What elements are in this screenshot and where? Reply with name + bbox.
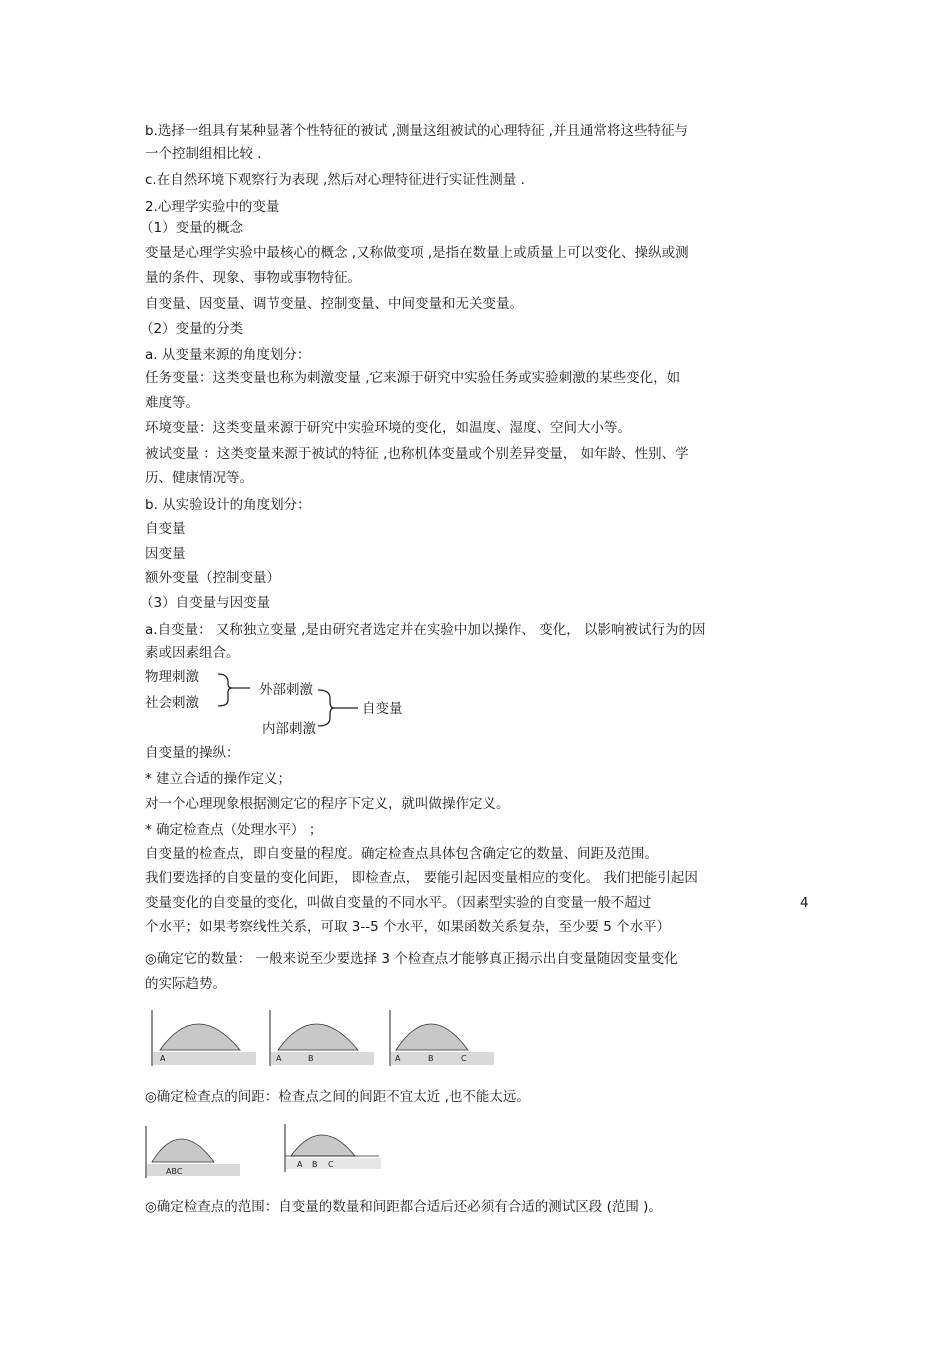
text-line: 任务变量：这类变量也称为刺激变量 ,它来源于研究中实验任务或实验刺激的某些变化，如: [145, 370, 681, 386]
text-line: 变量变化的自变量的变化，叫做自变量的不同水平。（因素型实验的自变量一般不超过: [145, 895, 652, 911]
text-line: 量的条件、现象、事物或事物特征。: [145, 270, 361, 286]
figure-label: A: [395, 1054, 401, 1063]
text-line: 历、健康情况等。: [145, 470, 253, 486]
text-line: ◎确定它的数量： 一般来说至少要选择 3 个检查点才能够真正揭示出自变量随因变量变化: [145, 951, 678, 967]
text-line: 我们要选择的自变量的变化间距， 即检查点， 要能引起因变量相应的变化。 我们把能引起因: [145, 870, 698, 886]
text-line: 对一个心理现象根据测定它的程序下定义，就叫做操作定义。: [145, 796, 510, 812]
text-line: b. 从实验设计的角度划分：: [145, 497, 311, 513]
text-line: 的实际趋势。: [145, 976, 226, 992]
text-line: * 确定检查点（处理水平） ；: [145, 822, 323, 838]
figure-label: A: [297, 1160, 303, 1169]
text-line: a.自变量： 又称独立变量 ,是由研究者选定并在实验中加以操作、 变化， 以影响被试行为的因: [145, 622, 706, 638]
curve-figure-4: [144, 1124, 240, 1180]
side-number: 4: [800, 895, 809, 911]
text-line: a. 从变量来源的角度划分：: [145, 347, 311, 363]
curve-figure-2: [268, 1008, 374, 1068]
section-heading: 2.心理学实验中的变量: [145, 199, 280, 215]
text-line: 难度等。: [145, 395, 199, 411]
figure-label: C: [461, 1054, 467, 1063]
curve-figure-1: [150, 1008, 256, 1068]
text-line: 变量是心理学实验中最核心的概念 ,又称做变项 ,是指在数量上或质量上可以变化、操纵或测: [145, 245, 689, 261]
text-line: 额外变量（控制变量）: [145, 570, 280, 586]
text-line: b.选择一组具有某种显著个性特征的被试 ,测量这组被试的心理特征 ,并且通常将这些特征与: [145, 123, 689, 139]
subsection-heading: （1）变量的概念: [140, 220, 244, 236]
diagram-independent-variable: 自变量: [362, 701, 403, 717]
text-line: 自变量的操纵：: [145, 745, 240, 761]
text-line: 环境变量：这类变量来源于研究中实验环境的变化，如温度、湿度、空间大小等。: [145, 420, 631, 436]
brace-right: [318, 690, 358, 726]
text-line: 因变量: [145, 546, 186, 562]
figure-label: ABC: [166, 1167, 183, 1176]
text-line: ◎确定检查点的间距：检查点之间的间距不宜太近 ,也不能太远。: [145, 1089, 530, 1105]
diagram-physical-stimulus: 物理刺激: [145, 669, 199, 685]
text-line: ◎确定检查点的范围：自变量的数量和间距都合适后还必须有合适的测试区段 (范围 )。: [145, 1199, 662, 1215]
text-line: 自变量、因变量、调节变量、控制变量、中间变量和无关变量。: [145, 296, 523, 312]
figure-label: B: [428, 1054, 434, 1063]
diagram-internal-stimulus: 内部刺激: [262, 721, 316, 737]
curve-figure-3: [388, 1008, 494, 1068]
text-line: 被试变量 ：这类变量来源于被试的特征 ,也称机体变量或个别差异变量， 如年龄、性别、学: [145, 446, 689, 462]
diagram-social-stimulus: 社会刺激: [145, 695, 199, 711]
text-line: c.在自然环境下观察行为表现 ,然后对心理特征进行实证性测量 .: [145, 172, 525, 188]
brace-diagram: [210, 668, 370, 738]
subsection-heading: （2）变量的分类: [140, 321, 244, 337]
figure-label: B: [308, 1054, 314, 1063]
text-line: 一个控制组相比较 .: [145, 146, 262, 162]
text-line: 素或因素组合。: [145, 645, 240, 661]
text-line: * 建立合适的操作定义；: [145, 771, 292, 787]
text-line: 自变量的检查点，即自变量的程度。确定检查点具体包含确定它的数量、间距及范围。: [145, 846, 658, 862]
figure-label: A: [276, 1054, 282, 1063]
figure-label: B: [312, 1160, 318, 1169]
diagram-external-stimulus: 外部刺激: [259, 682, 313, 698]
text-line: 自变量: [145, 521, 186, 537]
figure-label: A: [160, 1054, 166, 1063]
subsection-heading: （3）自变量与因变量: [140, 595, 271, 611]
text-line: 个水平；如果考察线性关系，可取 3--5 个水平，如果函数关系复杂，至少要 5 个水平）: [145, 919, 671, 935]
figure-label: C: [328, 1160, 334, 1169]
brace-left: [218, 674, 250, 706]
